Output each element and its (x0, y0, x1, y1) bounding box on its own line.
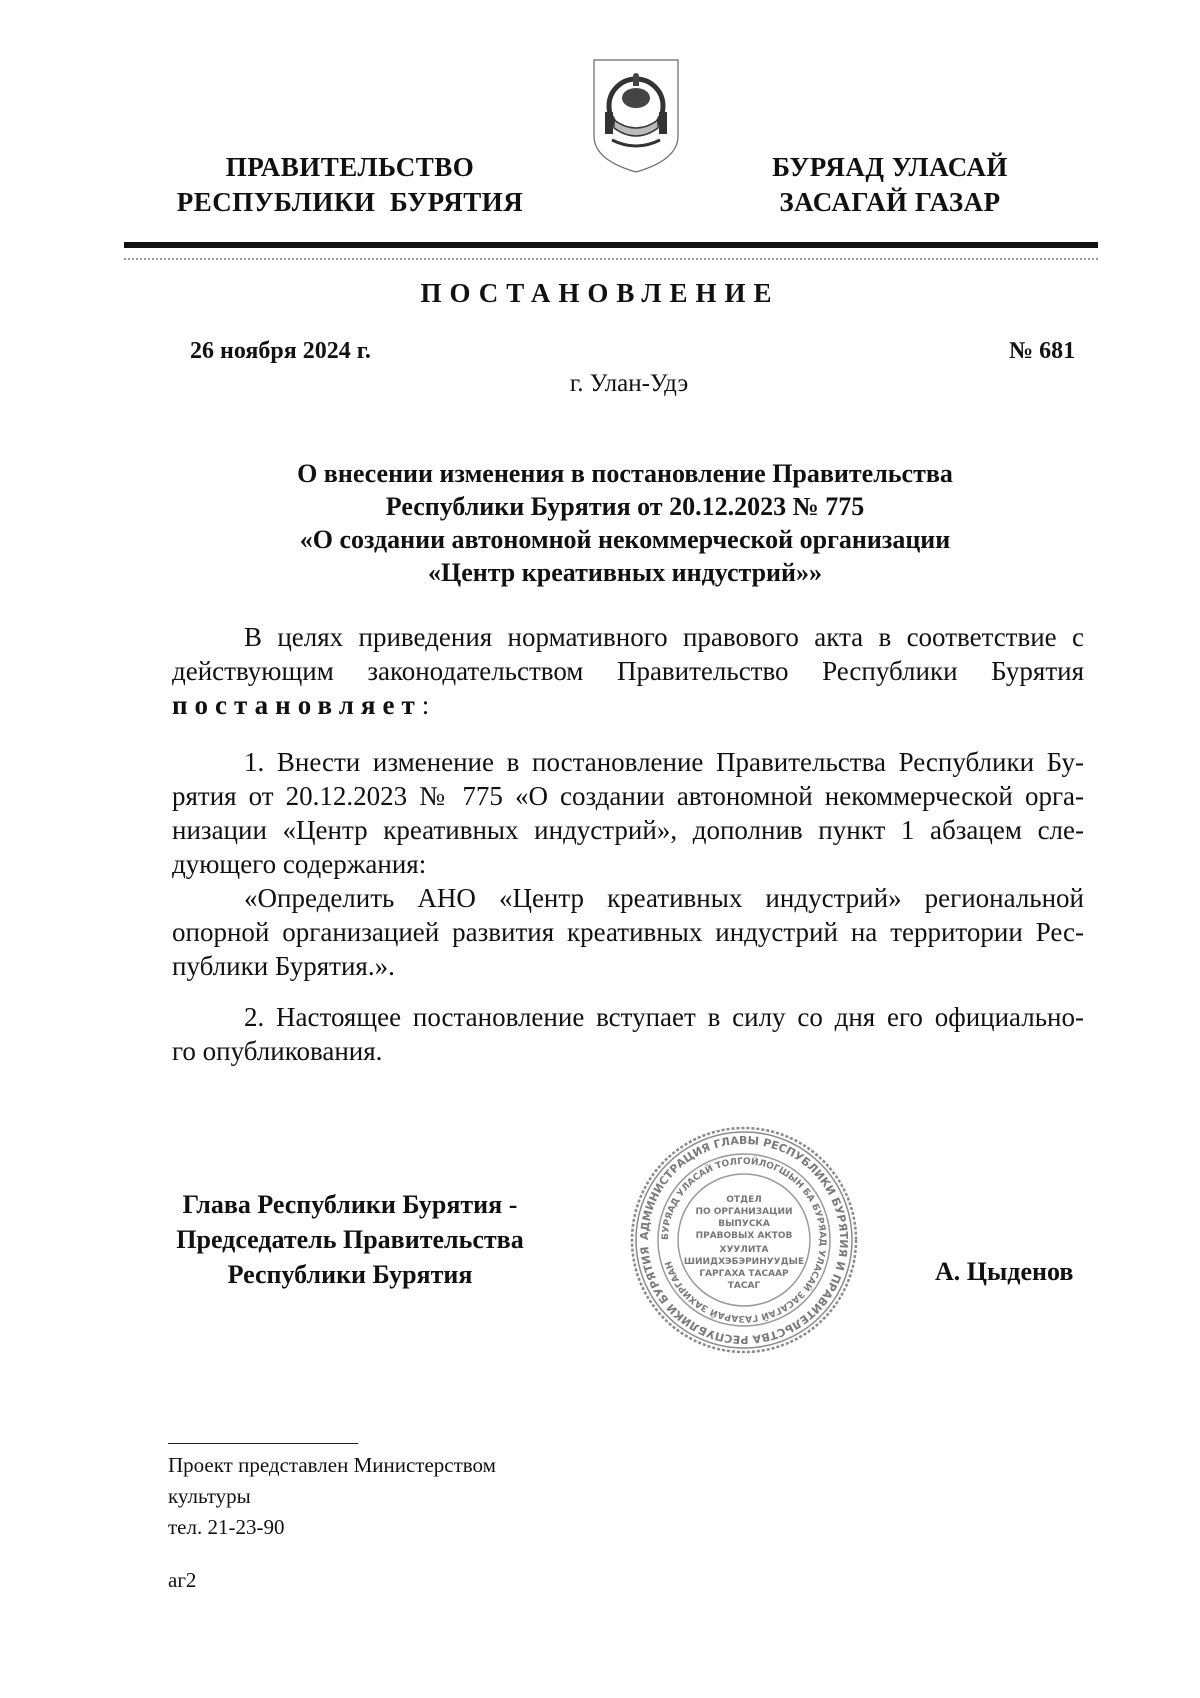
document-city: г. Улан-Удэ (569, 370, 689, 397)
header-rule-dotted (124, 258, 1098, 260)
footnote (168, 1450, 496, 1543)
header-right-line-2: ЗАСАГАЙ ГАЗАР (779, 187, 1001, 217)
header-right (690, 150, 1090, 220)
title-line-1: О внесении изменения в постановление Правительства (297, 459, 953, 488)
preamble-line-2: действующим законодательством Правительство Республики Бурятия (172, 656, 1084, 686)
clause2-line-1: 2. Настоящее постановление вступает в силу со дня его официально- (244, 1002, 1084, 1032)
header-left-line-1: ПРАВИТЕЛЬСТВО (225, 152, 475, 182)
official-seal (628, 1124, 860, 1356)
signatory-position-line-2: Председатель Правительства (176, 1225, 524, 1254)
clause1-quote-line-3: публики Бурятия.». (172, 951, 395, 981)
title-line-4: «Центр креативных индустрий»» (427, 558, 823, 587)
clause1-line-2: рятия от 20.12.2023 № 775 «О создании автономной некоммерческой орга- (172, 781, 1084, 811)
coat-of-arms-emblem (590, 56, 682, 174)
preamble-verb-suffix: : (421, 690, 430, 720)
document-code: аг2 (168, 1568, 197, 1592)
seal-center-line-2: ПО ОРГАНИЗАЦИИ (695, 1207, 793, 1217)
seal-center-line-6: ШИИДХЭБЭРИНУУДЫЕ (683, 1257, 805, 1267)
title-line-2: Республики Бурятия от 20.12.2023 № 775 (385, 492, 865, 521)
document-date: 26 ноября 2024 г. (190, 338, 371, 364)
signatory-position (150, 1187, 550, 1292)
seal-inner-text: БУРЯАД УЛАСАЙ ТОЛГОЙЛОГШЫН БА БУРЯАД УЛАСАЙ ЗАСАГАЙ ГАЗАРАЙ ЗАХИРГААН (660, 1156, 828, 1324)
clause1-quote-line-1: «Определить АНО «Центр креативных индустрий» региональной (244, 883, 1084, 913)
header-right-line-1: БУРЯАД УЛАСАЙ (772, 152, 1008, 182)
footnote-line-2: культуры (168, 1484, 251, 1508)
footnote-line-3: тел. 21-23-90 (168, 1515, 285, 1539)
signatory-position-line-3: Республики Бурятия (227, 1260, 473, 1289)
seal-center-line-3: ВЫПУСКА (718, 1219, 770, 1229)
preamble (172, 620, 1084, 722)
preamble-verb: постановляет (172, 690, 422, 720)
seal-center-line-8: ТАСАГ (727, 1281, 761, 1291)
seal-center-line-7: ГАРГАХА ТАСААР (699, 1269, 789, 1279)
document-number: № 681 (1009, 338, 1076, 364)
document-type: ПОСТАНОВЛЕНИЕ (420, 278, 780, 308)
seal-center-line-5: ХУУЛИТА (719, 1245, 769, 1255)
preamble-verb-line (172, 688, 1084, 722)
clause1-line-4: дующего содержания: (172, 849, 427, 879)
clause2-line-2: го опубликования. (172, 1036, 383, 1066)
header-rule-thick (124, 242, 1098, 248)
clause1-line-3: низации «Центр креативных индустрий», дополнив пункт 1 абзацем сле- (172, 815, 1084, 845)
preamble-line-1: В целях приведения нормативного правового акта в соответствие с (244, 622, 1084, 652)
title-line-3: «О создании автономной некоммерческой организации (299, 525, 951, 554)
signatory-name: А. Цыденов (935, 1257, 1074, 1286)
header-left (150, 150, 550, 220)
seal-center-line-4: ПРАВОВЫХ АКТОВ (695, 1231, 793, 1241)
clause1-line-1: 1. Внести изменение в постановление Правительства Республики Бу- (244, 747, 1084, 777)
footnote-line-1: Проект представлен Министерством (168, 1453, 496, 1477)
document-title (160, 457, 1090, 589)
clause-1 (172, 745, 1084, 983)
header-left-line-2: РЕСПУБЛИКИ БУРЯТИЯ (176, 187, 524, 217)
seal-center-line-1: ОТДЕЛ (726, 1195, 762, 1205)
clause-2 (172, 1000, 1084, 1068)
seal-outer-text: АДМИНИСТРАЦИЯ ГЛАВЫ РЕСПУБЛИКИ БУРЯТИЯ И ПРАВИТЕЛЬСТВА РЕСПУБЛИКИ БУРЯТИЯ (637, 1133, 851, 1347)
signatory-position-line-1: Глава Республики Бурятия - (182, 1190, 518, 1219)
clause1-quote-line-2: опорной организацией развития креативных индустрий на территории Рес- (172, 917, 1084, 947)
footnote-rule (168, 1443, 358, 1444)
